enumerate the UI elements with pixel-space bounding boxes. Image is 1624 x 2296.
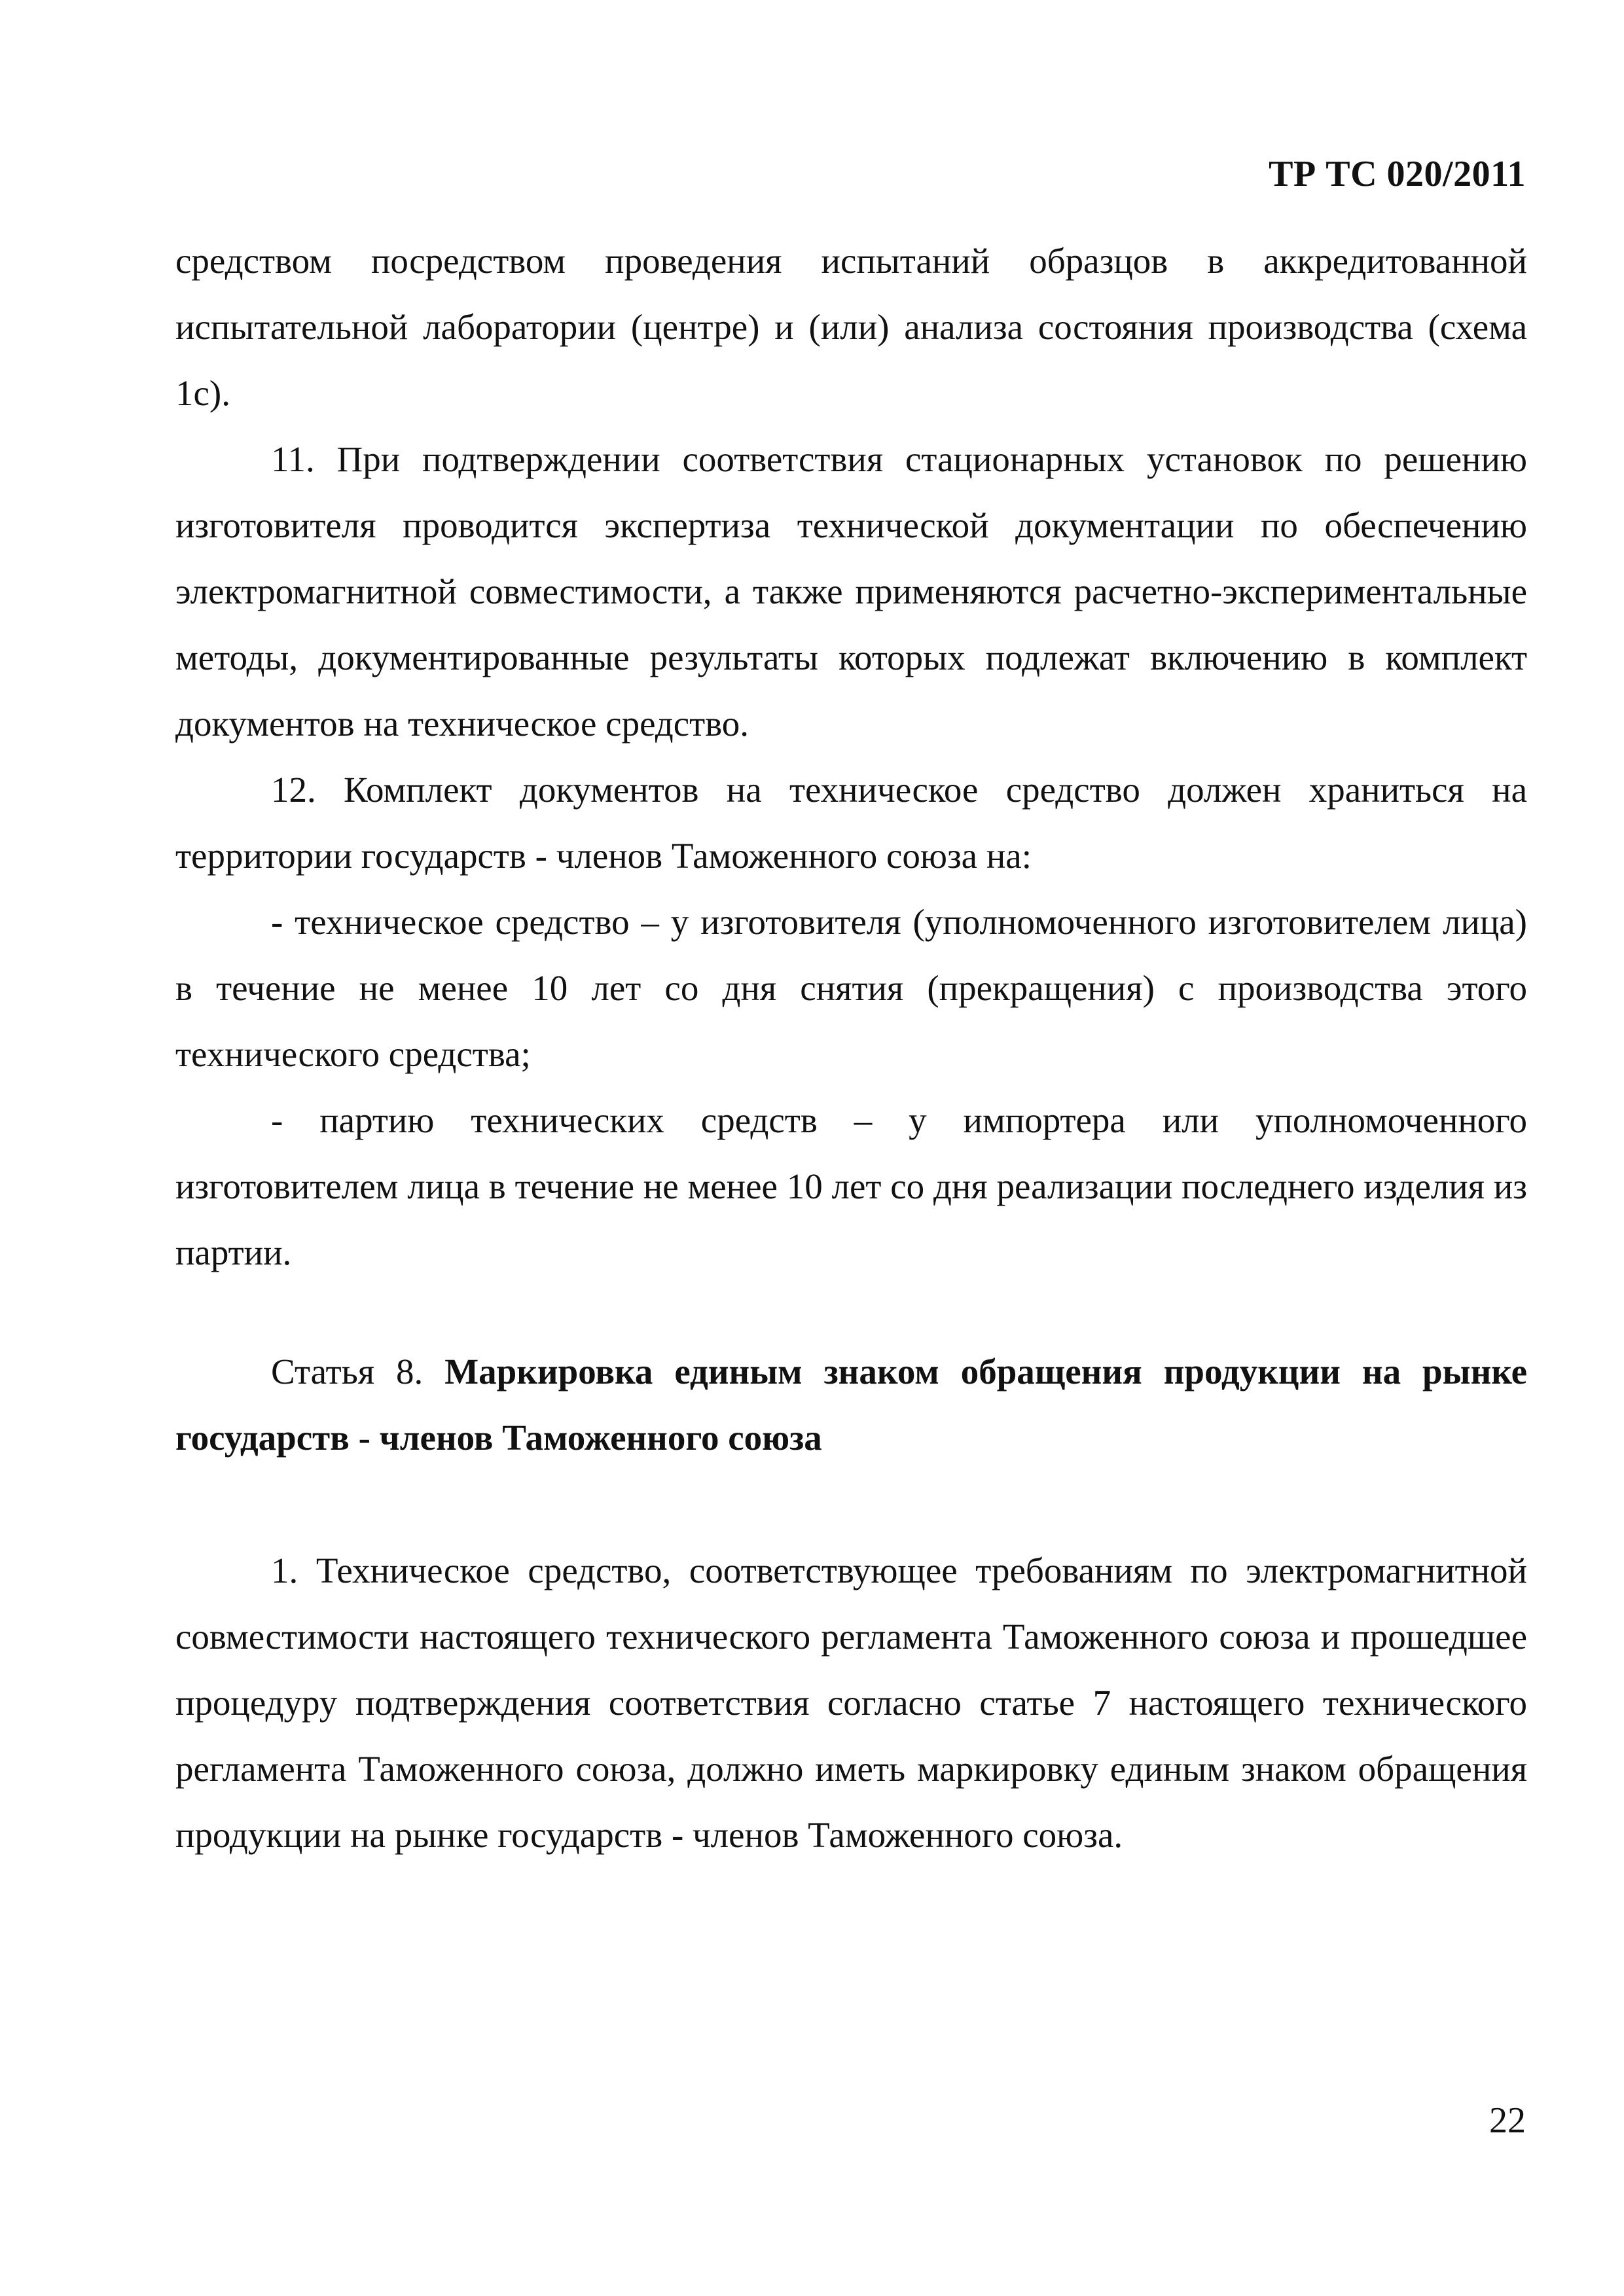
article-title: Маркировка единым знаком обращения продукции на рынке государств - членов Таможенного союза [175, 1352, 1528, 1458]
article-heading [175, 1338, 1527, 1471]
body-text-bottom [175, 1537, 1527, 1868]
body-text-top [175, 228, 1527, 1285]
list-item-technical-device: - техническое средство – у изготовителя (уполномоченного изготовителем лица) в течение не менее 10 лет со дня снятия (прекращения) с производства этого технического средства; [175, 902, 1527, 1074]
article-label: Статья 8. [271, 1352, 424, 1391]
paragraph-continuation: средством посредством проведения испытаний образцов в аккредитованной испытательной лаборатории (центре) и (или) анализа состояния производства (схема 1с). [175, 241, 1527, 413]
page-number: 22 [1489, 2100, 1526, 2141]
document-code: ТР ТС 020/2011 [1269, 154, 1526, 194]
paragraph-8-1: 1. Техническое средство, соответствующее требованиям по электромагнитной совместимости настоящего технического регламента Таможенного союза и прошедшее процедуру подтверждения соответствия согласно статье 7 настоящего технического регламента Таможенного союза, должно иметь маркировку единым знаком обращения продукции на рынке государств - членов Таможенного союза. [175, 1551, 1527, 1855]
list-item-batch: - партию технических средств – у импортера или уполномоченного изготовителем лица в течение не менее 10 лет со дня реализации последнего изделия из партии. [175, 1100, 1527, 1272]
paragraph-11: 11. При подтверждении соответствия стационарных установок по решению изготовителя проводится экспертиза технической документации по обеспечению электромагнитной совместимости, а также применяются расчетно-экспериментальные методы, документированные результаты которых подлежат включению в комплект документов на техническое средство. [175, 439, 1527, 744]
paragraph-12: 12. Комплект документов на техническое средство должен храниться на территории государств - членов Таможенного союза на: [175, 770, 1527, 876]
